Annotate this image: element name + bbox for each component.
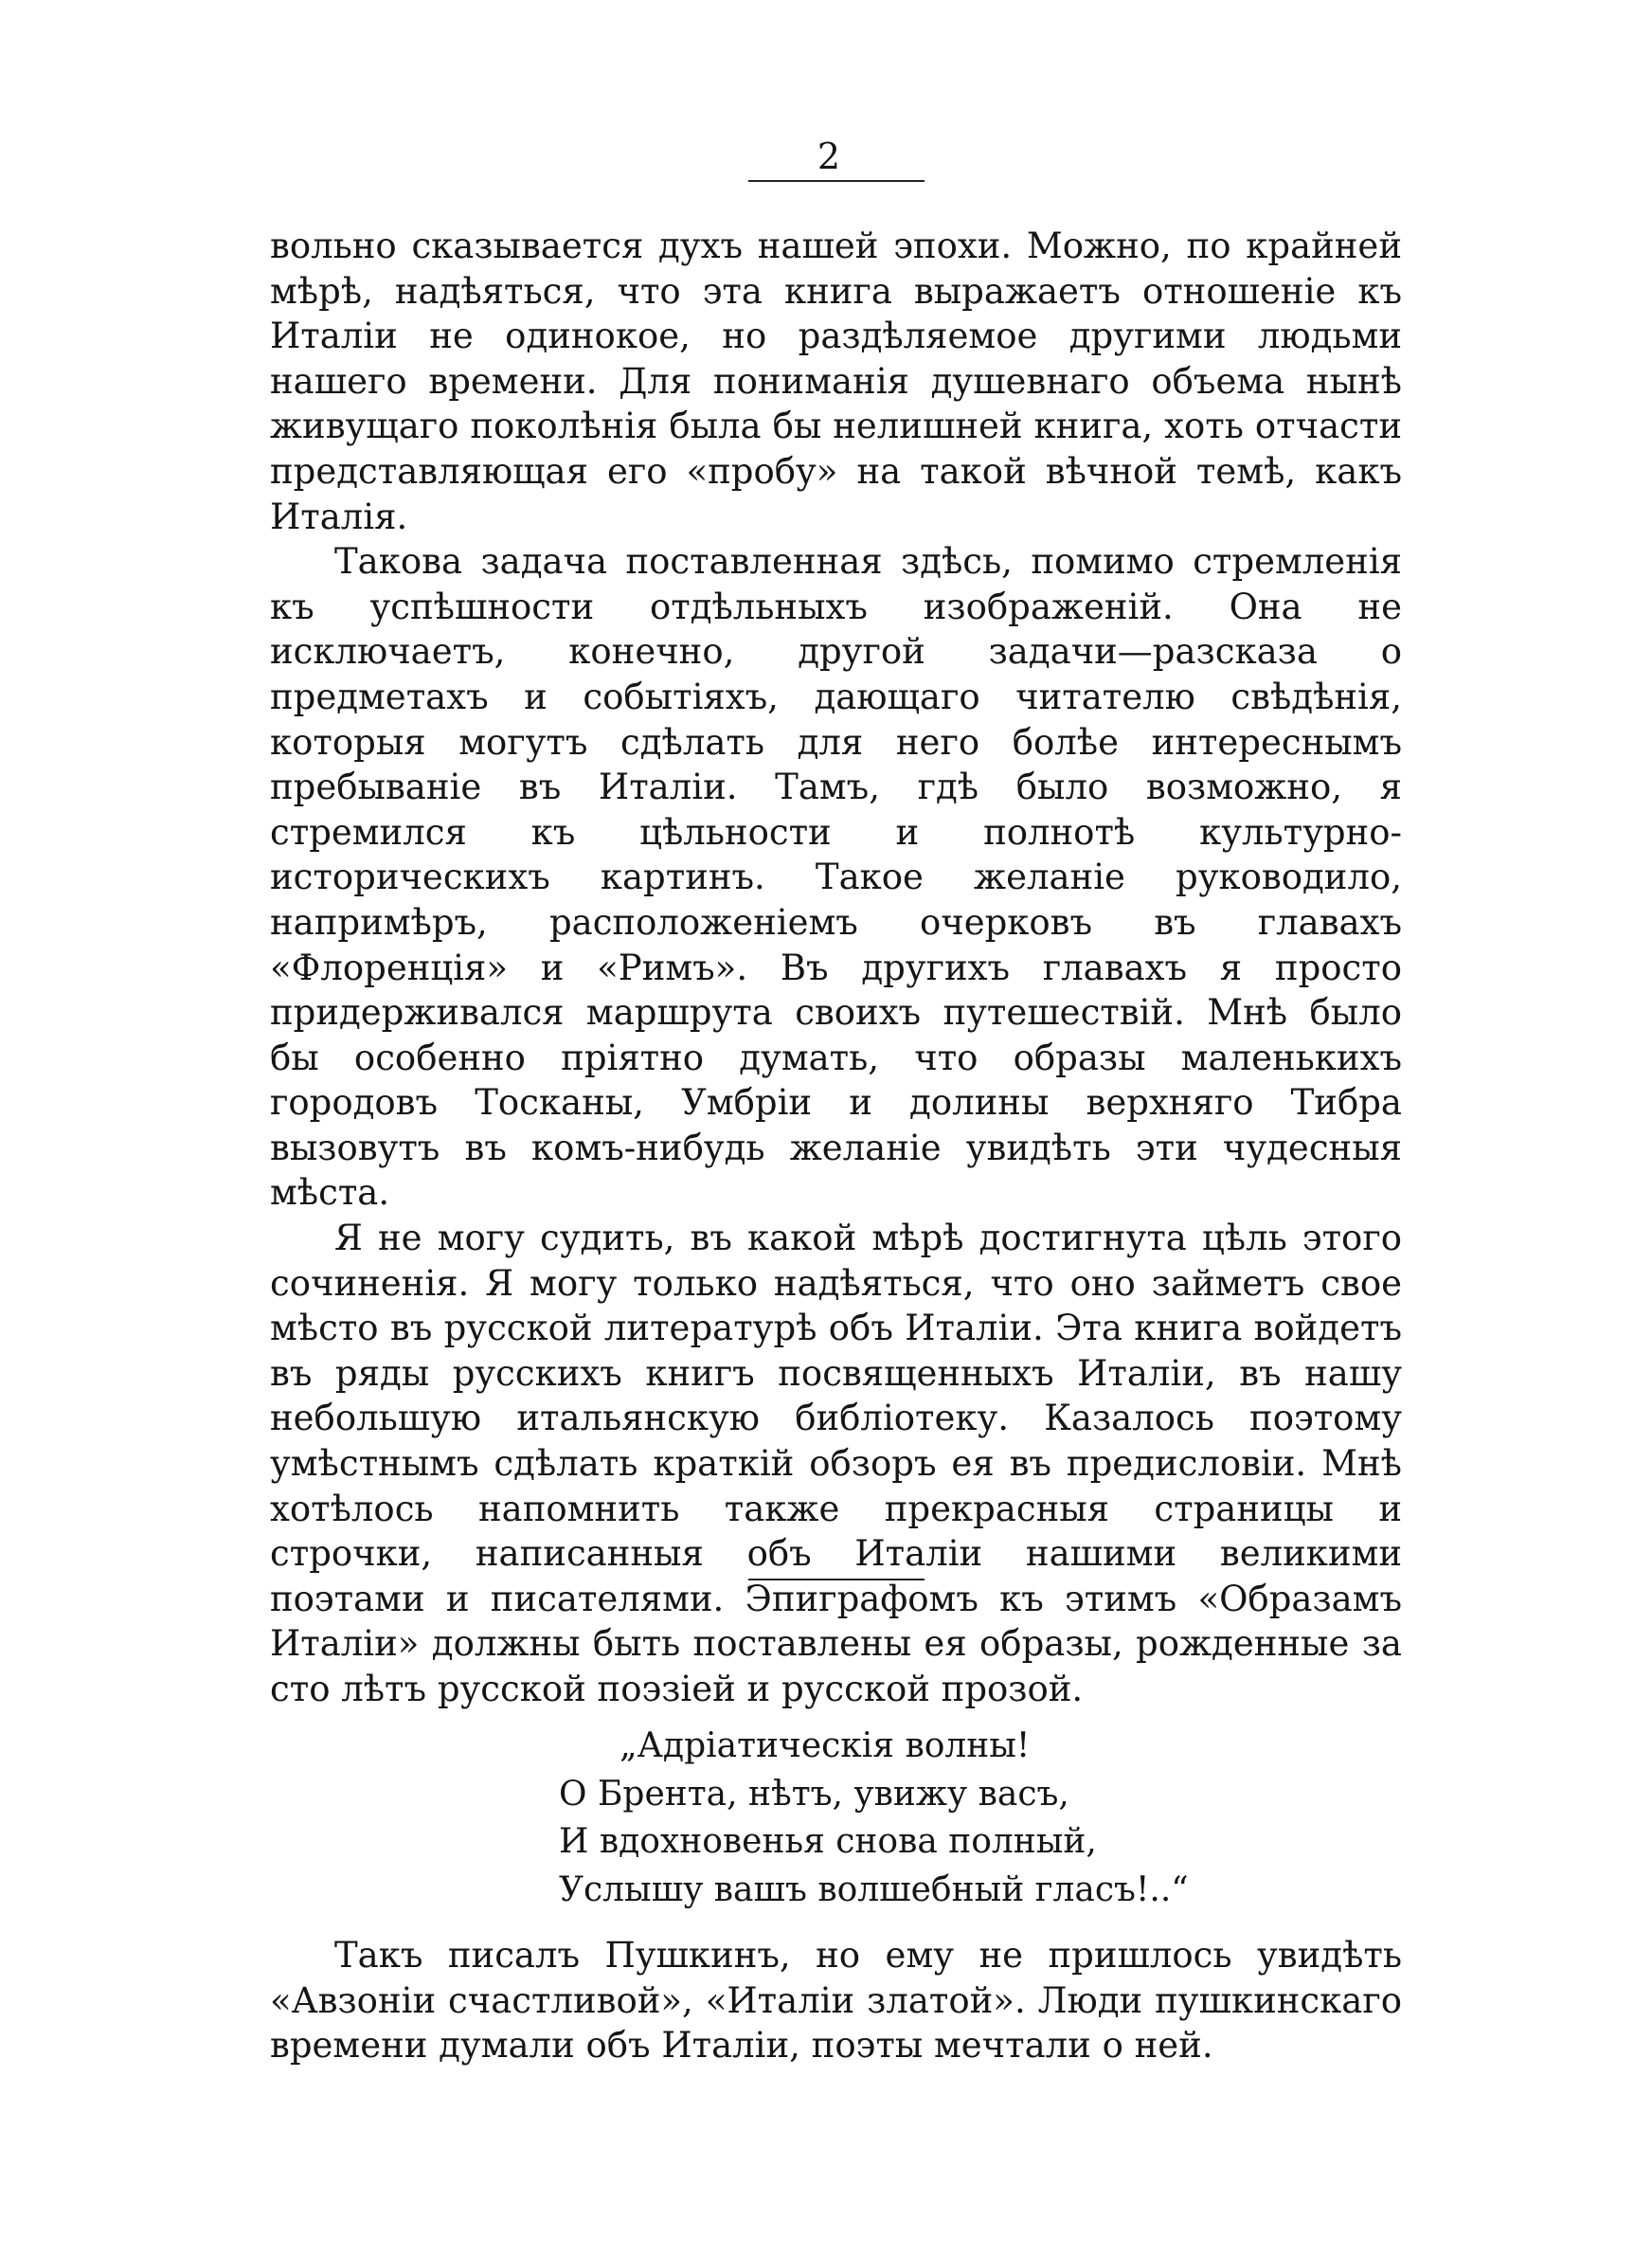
- poem-epigraph: [559, 1723, 1222, 1914]
- poem-line: О Брента, нѣтъ, увижу васъ,: [559, 1774, 1069, 1814]
- paragraph: Такова задача поставленная здѣсь, помимо стремленія къ успѣшности отдѣльныхъ изображеній. Она не исключаетъ, конечно, другой задачи—разсказа о предметахъ и событіяхъ, дающаго читателю свѣдѣнія, которыя могутъ сдѣлать для него болѣе интереснымъ пребываніе въ Италіи. Тамъ, гдѣ было возможно, я стремился къ цѣльности и полнотѣ культурно-историческихъ картинъ. Такое желаніе руководило, напримѣръ, расположеніемъ очерковъ въ главахъ «Флоренція» и «Римъ». Въ другихъ главахъ я просто придерживался маршрута своихъ путешествій. Мнѣ было бы особенно пріятно думать, что образы маленькихъ городовъ Тосканы, Умбріи и долины верхняго Тибра вызовутъ въ комъ-нибудь желаніе увидѣть эти чудесныя мѣста.: [270, 541, 1402, 1214]
- header-rule: [748, 180, 925, 182]
- poem-line: Услышу вашъ волшебный гласъ!..“: [559, 1869, 1189, 1909]
- paragraph: вольно сказывается духъ нашей эпохи. Можно, по крайней мѣрѣ, надѣяться, что эта книга выражаетъ отношеніе къ Италіи не одинокое, но раздѣляемое другими людьми нашего времени. Для пониманія душевнаго объема нынѣ живущаго поколѣнія была бы нелишней книга, хоть отчасти представляющая его «пробу» на такой вѣчной темѣ, какъ Италія.: [270, 226, 1402, 537]
- main-text: [270, 224, 1402, 1712]
- poem-line: „Адріатическія волны!: [620, 1726, 1031, 1765]
- paragraph: Я не могу судить, въ какой мѣрѣ достигнута цѣль этого сочиненія. Я могу только надѣяться, что оно займетъ свое мѣсто въ русской литературѣ объ Италіи. Эта книга войдетъ въ ряды русскихъ книгъ посвященныхъ Италіи, въ нашу небольшую итальянскую библіотеку. Казалось поэтому умѣстнымъ сдѣлать краткій обзоръ ея въ предисловіи. Мнѣ хотѣлось напомнить также прекрасныя страницы и строчки, написанныя объ Италіи нашими великими поэтами и писателями. Эпиграфомъ къ этимъ «Образамъ Италіи» должны быть поставлены ея образы, рожденные за сто лѣтъ русской поэзіей и русской прозой.: [270, 1218, 1402, 1709]
- closing-paragraph: Такъ писалъ Пушкинъ, но ему не пришлось увидѣть «Авзоніи счастливой», «Италіи златой». Люди пушкинскаго времени думали объ Италіи, поэты мечтали о ней.: [270, 1935, 1402, 2067]
- page-number: 2: [817, 135, 841, 177]
- closing-text: [270, 1933, 1402, 2068]
- poem-line: И вдохновенья снова полный,: [559, 1822, 1097, 1861]
- section-divider: [748, 1579, 925, 1580]
